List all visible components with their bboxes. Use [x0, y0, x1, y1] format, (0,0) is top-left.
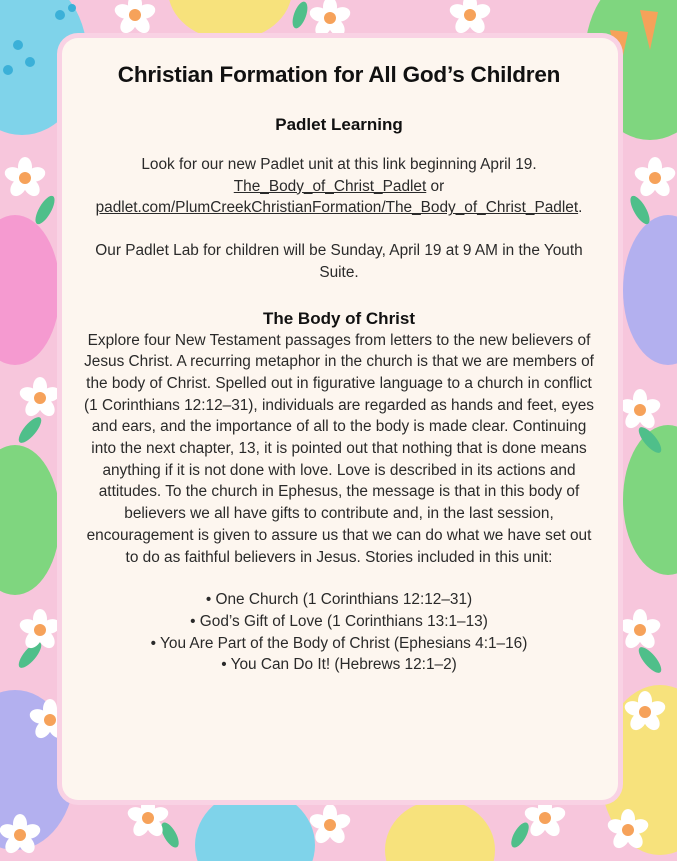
egg-purple-right: [623, 215, 677, 365]
list-item: • You Can Do It! (Hebrews 12:1–2): [221, 656, 457, 674]
list-item: • One Church (1 Corinthians 12:12–31): [205, 591, 473, 609]
egg-blue-bottom: [195, 790, 315, 861]
list-item: • God’s Gift of Love (1 Corinthians 13:1–13): [190, 612, 488, 630]
padlet-heading: Padlet Learning: [275, 115, 403, 134]
content: [80, 58, 598, 676]
body-of-christ-description: Explore four New Testament passages from letters to the new believers of Jesus Christ. A recurring metaphor in the church is that we are members of the body of Christ. Spelled out in figurative language to a church in conflict (1 Corinthians 12:12–31), individuals are regarded as hands and feet, eyes and ears, and the importance of all to the body is made clear. Continuing into the next chapter, 13, it is pointed out that nothing that is done means anything if it is not done with love. Love is described in its actions and attitudes. To the church in Ephesus, the message is that in this body of believers we all have gifts to contribute and, in the last session, encouragement is given to assure us that we can do what we have set out to do as faithful believers in Jesus. Stories included in this unit:: [84, 331, 594, 566]
padlet-link-full[interactable]: padlet.com/PlumCreekChristianFormation/The_Body_of_Christ_Padlet: [95, 199, 579, 217]
egg-yellow: [168, 0, 292, 40]
egg-yellow-bottom: [385, 800, 495, 861]
egg-green-left: [0, 445, 60, 595]
padlet-link-short[interactable]: The_Body_of_Christ_Padlet: [233, 177, 427, 195]
period-text: .: [578, 199, 583, 217]
body-of-christ-heading: The Body of Christ: [262, 308, 416, 328]
list-item: • You Are Part of the Body of Christ (Ephesians 4:1–16): [150, 634, 528, 652]
padlet-intro-text: Look for our new Padlet unit at this link beginning April 19.: [141, 156, 537, 173]
stories-list: [80, 589, 598, 676]
egg-pink-left: [0, 215, 60, 365]
padlet-lab-info: Our Padlet Lab for children will be Sunday, April 19 at 9 AM in the Youth Suite.: [95, 242, 583, 281]
or-text: or: [426, 177, 445, 195]
page-title: Christian Formation for All God’s Children: [117, 62, 561, 87]
padlet-intro: [80, 154, 598, 219]
